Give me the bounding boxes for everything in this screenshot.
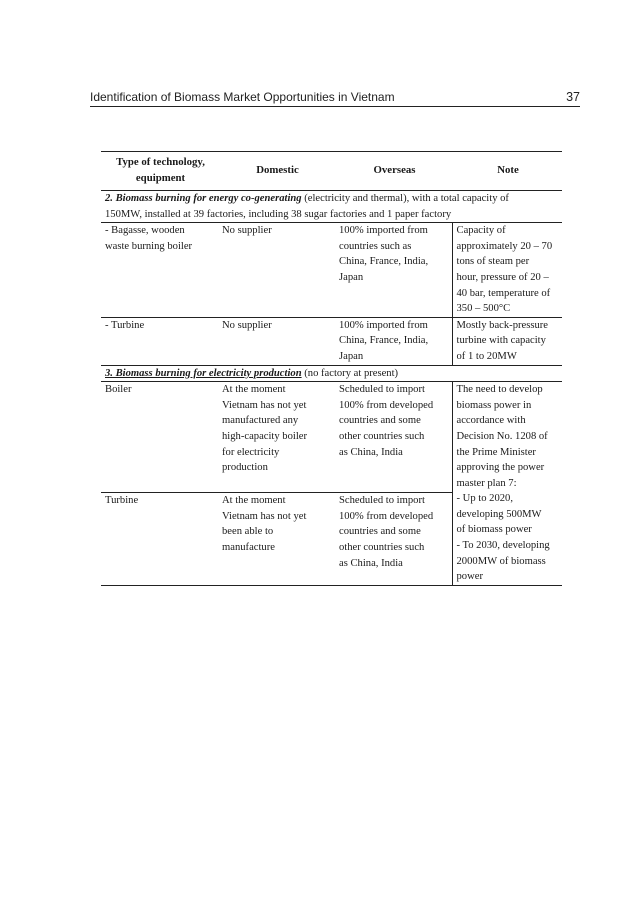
table-row xyxy=(101,382,562,493)
section-2-row xyxy=(101,191,562,223)
note-cell: Capacity of approximately 20 – 70 tons of steam per hour, pressure of 20 – 40 bar, temperature of 350 – 500°C xyxy=(452,223,562,318)
col-header-overseas: Overseas xyxy=(335,152,452,191)
overseas-cell: Scheduled to import 100% from developed countries and some other countries such as China, India xyxy=(335,382,452,493)
table-row xyxy=(101,317,562,365)
section-3-heading xyxy=(101,365,562,382)
header-rule xyxy=(90,106,580,107)
domestic-cell: No supplier xyxy=(218,223,335,318)
overseas-cell: 100% imported from China, France, India, Japan xyxy=(335,317,452,365)
tech-cell: Turbine xyxy=(101,493,218,586)
section-3-title: 3. Biomass burning for electricity production xyxy=(105,367,302,379)
domestic-cell: At the moment Vietnam has not yet been able to manufacture xyxy=(218,493,335,586)
section-3-row xyxy=(101,365,562,382)
page-header xyxy=(90,90,580,104)
domestic-cell: No supplier xyxy=(218,317,335,365)
overseas-cell: Scheduled to import 100% from developed countries and some other countries such as China, India xyxy=(335,493,452,586)
tech-cell: - Bagasse, wooden waste burning boiler xyxy=(101,223,218,318)
overseas-cell: 100% imported from countries such as China, France, India, Japan xyxy=(335,223,452,318)
table-row xyxy=(101,223,562,318)
section-2-title: 2. Biomass burning for energy co-generating xyxy=(105,193,302,204)
col-header-domestic: Domestic xyxy=(218,152,335,191)
col-header-note: Note xyxy=(452,152,562,191)
note-cell-merged: The need to develop biomass power in accordance with Decision No. 1208 of the Prime Minister approving the power master plan 7: - Up to 2020, developing 500MW of biomass power - To 2030, developing 2000MW of biomass power xyxy=(452,382,562,586)
tech-cell: Boiler xyxy=(101,382,218,493)
technology-table xyxy=(101,151,562,586)
section-3-description: (no factory at present) xyxy=(301,367,399,379)
section-2-heading xyxy=(101,191,562,223)
note-cell: Mostly back-pressure turbine with capacity of 1 to 20MW xyxy=(452,317,562,365)
col-header-technology: Type of technology, equipment xyxy=(101,152,218,191)
domestic-cell: At the moment Vietnam has not yet manufactured any high-capacity boiler for electricity production xyxy=(218,382,335,493)
section-2-description: (electricity and thermal), with a total capacity of 150MW, installed at 39 factories, including 38 sugar factories and 1 paper factory xyxy=(105,193,509,220)
header-title: Identification of Biomass Market Opportunities in Vietnam xyxy=(90,90,395,104)
page-number: 37 xyxy=(566,90,580,104)
tech-cell: - Turbine xyxy=(101,317,218,365)
table-header-row xyxy=(101,152,562,191)
